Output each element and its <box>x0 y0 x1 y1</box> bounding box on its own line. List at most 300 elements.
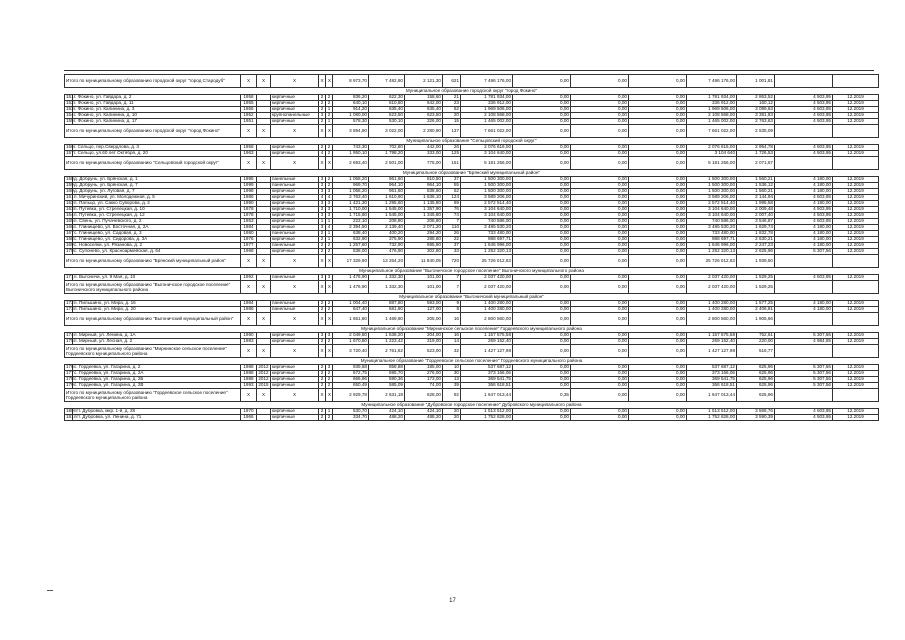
cell: 3 <box>326 207 333 213</box>
section-title: Муниципальное образование "Сельцовский городской округ" <box>65 138 879 145</box>
cell: 1 752 828,00 <box>687 415 737 421</box>
cell: 4 503,95 <box>775 113 833 119</box>
cell: 3 <box>326 189 333 195</box>
cell: 2 <box>319 237 326 243</box>
cell: 1 781 934,00 <box>461 95 513 101</box>
cell: 173,00 <box>405 377 443 383</box>
cell: 171 <box>66 274 74 280</box>
cell: 988 697,71 <box>461 237 513 243</box>
cell: кирпичные <box>271 237 319 243</box>
cell: 159 <box>66 182 74 188</box>
cell: 30 <box>443 371 461 377</box>
cell: 1990 <box>241 201 257 207</box>
cell: 55 <box>443 183 461 189</box>
cell: 5 181 256,00 <box>461 157 513 170</box>
cell: X <box>271 125 319 138</box>
cell: 0,00 <box>571 243 629 249</box>
cell: X <box>257 255 271 268</box>
cell: 775,00 <box>405 157 443 170</box>
cell: Итого по муниципальному образованию городской округ "город Стародуб" <box>65 75 241 88</box>
cell: 269 152,40 <box>687 339 737 345</box>
cell: 0,00 <box>629 365 687 371</box>
cell: 0,00 <box>513 75 571 88</box>
cell: 12.2019 <box>833 207 879 213</box>
cell: 733 480,00 <box>687 231 737 237</box>
cell: 1 427 127,98 <box>687 345 737 358</box>
cell: 740 586,00 <box>687 219 737 225</box>
cell: 110 <box>443 225 461 231</box>
cell: 1 <box>326 409 333 415</box>
cell: 12.2019 <box>833 195 879 201</box>
cell: 0,00 <box>571 365 629 371</box>
cell: 39 <box>443 383 461 389</box>
cell: 185,00 <box>405 365 443 371</box>
cell: 369 541,75 <box>687 377 737 383</box>
cell: 1 577,25 <box>737 301 775 307</box>
cell: 516,77 <box>737 345 775 358</box>
cell: 12.2019 <box>833 301 879 307</box>
cell: 0,00 <box>513 275 571 281</box>
cell: 1968 <box>241 249 257 255</box>
cell: 1 400 280,00 <box>461 307 513 313</box>
cell: X <box>257 75 271 88</box>
cell: 180 <box>66 408 74 414</box>
cell: 8 973,70 <box>333 75 369 88</box>
cell: 3 546,87 <box>737 219 775 225</box>
cell: кирпичные <box>271 145 319 151</box>
cell: 2 625,96 <box>737 249 775 255</box>
cell: 178 <box>66 376 74 382</box>
cell: 1955 <box>241 107 257 113</box>
cell: 0,00 <box>513 371 571 377</box>
cell: 1 <box>326 231 333 237</box>
cell: 0,35 <box>513 389 571 402</box>
cell: 0,00 <box>571 237 629 243</box>
cell: X <box>319 313 326 326</box>
cell: 1 345,80 <box>405 213 443 219</box>
subtotal-row <box>65 345 879 358</box>
cell: 37 <box>443 243 461 249</box>
cell: п. Мирный, ул. Ленина, д. 1А <box>73 333 241 339</box>
cell: 0,00 <box>571 113 629 119</box>
cell: 0,00 <box>571 389 629 402</box>
cell: 12.2019 <box>833 371 879 377</box>
cell: 1998 <box>241 189 257 195</box>
cell: 1980 <box>241 231 257 237</box>
cell: 2 <box>326 183 333 189</box>
cell: 4 503,95 <box>775 107 833 113</box>
cell: 0,00 <box>513 183 571 189</box>
table-body <box>65 75 879 421</box>
cell: 2 <box>326 301 333 307</box>
cell: 0,00 <box>629 75 687 88</box>
cell: 0,00 <box>571 313 629 326</box>
cell: 12.2019 <box>833 243 879 249</box>
cell: 0,00 <box>629 371 687 377</box>
cell: 1 080,00 <box>333 113 369 119</box>
table-row <box>65 415 879 421</box>
cell: 702,80 <box>369 145 405 151</box>
cell: 3 <box>319 177 326 183</box>
cell: 4 503,95 <box>775 95 833 101</box>
subtotal-row <box>65 313 879 326</box>
cell: 2 <box>326 145 333 151</box>
cell: 0,00 <box>513 107 571 113</box>
cell: 0,00 <box>513 333 571 339</box>
cell: 0,00 <box>629 213 687 219</box>
cell: 0,00 <box>629 219 687 225</box>
cell: 2 108 568,00 <box>687 113 737 119</box>
cell: 0,00 <box>571 415 629 421</box>
cell: 1 629,74 <box>737 225 775 231</box>
cell: 581,80 <box>369 307 405 313</box>
cell: 0,00 <box>571 371 629 377</box>
cell: 0,00 <box>629 339 687 345</box>
cell: с. Супонево, ул. Красноармейская, д. 64 <box>73 249 241 255</box>
cell: 69 <box>443 201 461 207</box>
cell: г. Фокино, ул. Калинина, д. 3 <box>73 107 241 113</box>
scan-mark <box>47 590 53 591</box>
cell: 336 912,00 <box>687 101 737 107</box>
cell: 0,00 <box>629 151 687 157</box>
cell: 22 <box>443 237 461 243</box>
cell: 1951 <box>241 119 257 125</box>
cell: 294,20 <box>405 231 443 237</box>
cell: 2 800 560,00 <box>461 313 513 326</box>
cell: 2 <box>319 101 326 107</box>
cell: 152 <box>66 100 74 106</box>
cell: 1 252 320,13 <box>461 249 513 255</box>
cell: 1 950,10 <box>333 151 369 157</box>
cell: X <box>319 345 326 358</box>
cell: 752,61 <box>737 333 775 339</box>
cell: 3 <box>319 183 326 189</box>
cell: 1993 <box>241 383 257 389</box>
cell: 2 <box>319 415 326 421</box>
cell: 625,96 <box>737 389 775 402</box>
cell: 2 <box>326 151 333 157</box>
cell: 1 400 280,00 <box>687 307 737 313</box>
cell: 92 <box>443 389 461 402</box>
cell: с. Новоселки, ул. Рязанова, д. 2 <box>73 243 241 249</box>
cell: 743,30 <box>333 145 369 151</box>
cell: 5 307,56 <box>775 365 833 371</box>
cell: 0,00 <box>629 207 687 213</box>
cell: 12.2019 <box>833 219 879 225</box>
cell: 12.2019 <box>833 333 879 339</box>
cell: 0,00 <box>513 95 571 101</box>
cell: 173 <box>66 306 74 312</box>
cell: 5 307,56 <box>775 249 833 255</box>
cell: 622,30 <box>369 95 405 101</box>
cell <box>775 255 833 268</box>
cell: 914,20 <box>333 107 369 113</box>
cell: 1 157 575,58 <box>687 333 737 339</box>
cell: с. Гордеевка, ул. Гагарина, д. 2А <box>73 371 241 377</box>
cell: 733 480,00 <box>461 231 513 237</box>
cell: 1 295,60 <box>369 201 405 207</box>
cell: 25 726 012,63 <box>461 255 513 268</box>
cell: кирпичные <box>271 333 319 339</box>
cell: 12.2019 <box>833 119 879 125</box>
cell: 2 108 568,00 <box>461 113 513 119</box>
cell: 1 647 013,44 <box>461 389 513 402</box>
cell: 1 995,58 <box>737 201 775 207</box>
cell <box>833 313 879 326</box>
cell: 333,00 <box>405 151 443 157</box>
subtotal-row <box>65 281 879 294</box>
cell: 21 <box>443 95 461 101</box>
cell: 1984 <box>241 225 257 231</box>
cell: 0,00 <box>513 201 571 207</box>
cell: кирпичные <box>271 383 319 389</box>
cell: 0,00 <box>629 255 687 268</box>
cell: 220,00 <box>737 339 775 345</box>
cell: 1990 <box>241 333 257 339</box>
cell: 0,00 <box>629 145 687 151</box>
cell: 161 <box>66 194 74 200</box>
cell: X <box>241 75 257 88</box>
cell: 1 500 300,00 <box>461 177 513 183</box>
cell: 3 <box>326 333 333 339</box>
cell: 638,40 <box>333 231 369 237</box>
cell: 162 <box>66 200 74 206</box>
cell: 12.2019 <box>833 377 879 383</box>
cell: п. Выгоничи, ул. 9 Мая, д. 10 <box>73 275 241 281</box>
cell <box>833 281 879 294</box>
cell: 2012 <box>258 370 269 376</box>
cell: 1 427 127,98 <box>461 345 513 358</box>
cell: 2 009,48 <box>737 207 775 213</box>
cell: 12.2019 <box>833 383 879 389</box>
cell: 276,00 <box>405 371 443 377</box>
cell: 158,60 <box>405 95 443 101</box>
cell: 3 381,83 <box>737 113 775 119</box>
cell: X <box>257 125 271 138</box>
cell: 172 <box>66 300 74 306</box>
cell: 0,00 <box>571 119 629 125</box>
cell: 2 <box>319 243 326 249</box>
cell: 1 400 280,00 <box>687 301 737 307</box>
subtotal-row <box>65 389 879 402</box>
cell: 2 800 560,00 <box>687 313 737 326</box>
cell: 0,00 <box>513 195 571 201</box>
cell: 1 905,66 <box>737 313 775 326</box>
cell: X <box>319 389 326 402</box>
section-header-row <box>65 326 879 333</box>
cell: 7 661 022,00 <box>687 125 737 138</box>
cell: п. Пальцо, ул. Сакко Суворова, д. 2 <box>73 201 241 207</box>
cell: 2 406,81 <box>737 307 775 313</box>
cell: 5 307,56 <box>775 333 833 339</box>
cell: 0,00 <box>513 151 571 157</box>
cell: 2 <box>326 101 333 107</box>
cell: 2 076 616,00 <box>461 145 513 151</box>
cell: 1 332,30 <box>369 275 405 281</box>
cell: 0,00 <box>513 281 571 294</box>
cell: 52 <box>443 107 461 113</box>
cell: 164 <box>66 212 74 218</box>
cell: 964,10 <box>369 183 405 189</box>
cell: 1 135,80 <box>405 201 443 207</box>
cell: 0,00 <box>629 231 687 237</box>
cell: 1 939,50 <box>737 255 775 268</box>
cell: 488,20 <box>405 415 443 421</box>
cell: 1 636,10 <box>405 195 443 201</box>
cell: 2 <box>319 383 326 389</box>
cell: 628,00 <box>405 389 443 402</box>
cell: 1 223,42 <box>369 339 405 345</box>
cell: Итого по муниципальному образованию "Мирнинское сельское поселение" Гордеевского муниципального района <box>65 345 241 358</box>
cell: 2 535,09 <box>737 125 775 138</box>
cell: 1 715,80 <box>333 213 369 219</box>
cell: 1 513 512,00 <box>461 409 513 415</box>
cell: 1 538,20 <box>369 333 405 339</box>
cell: 8 <box>443 307 461 313</box>
cell: 12.2019 <box>833 213 879 219</box>
cell: 3 <box>319 201 326 207</box>
cell: Итого по муниципальному образованию "Выгоничское городское поселение" Выгоничского муниципального района <box>65 281 241 294</box>
cell: кирпичные <box>271 207 319 213</box>
cell: 0,00 <box>629 249 687 255</box>
cell: 0,00 <box>571 213 629 219</box>
cell: 20 <box>443 113 461 119</box>
housing-program-table <box>64 74 879 421</box>
cell: 12.2019 <box>833 183 879 189</box>
cell: г. Сельцо, пер.Свердлова, д. 3 <box>73 145 241 151</box>
cell: г. Фокино, ул. Гайдара, д. 2 <box>73 95 241 101</box>
cell: 632,90 <box>333 237 369 243</box>
cell: 1983 <box>241 339 257 345</box>
cell: 12.2019 <box>833 101 879 107</box>
cell: панельные <box>271 301 319 307</box>
cell: X <box>326 125 333 138</box>
cell: 0,00 <box>629 157 687 170</box>
cell: 208,80 <box>405 219 443 225</box>
cell: 1 476,90 <box>333 281 369 294</box>
cell: 578,30 <box>333 119 369 125</box>
cell: 1952 <box>241 113 257 119</box>
cell: 1 004,40 <box>333 301 369 307</box>
cell: кирпичные <box>271 219 319 225</box>
subtotal-row <box>65 125 879 138</box>
cell: 3 <box>326 201 333 207</box>
cell: 14 <box>443 339 461 345</box>
cell: 1 400 280,00 <box>461 301 513 307</box>
cell: 0,00 <box>513 113 571 119</box>
cell: 0,00 <box>629 95 687 101</box>
section-title: Муниципальное образование "Выгоничское городское поселение" Выгоничского муниципального района <box>65 268 879 275</box>
cell: 623,50 <box>369 113 405 119</box>
cell: 1 969 506,00 <box>687 107 737 113</box>
cell: 167 <box>66 230 74 236</box>
cell: 610,80 <box>369 101 405 107</box>
cell <box>833 125 879 138</box>
cell: 3 <box>319 225 326 231</box>
cell: 1955 <box>241 101 257 107</box>
cell: 12.2019 <box>833 249 879 255</box>
cell: 0,00 <box>571 151 629 157</box>
cell: 2 763,40 <box>333 195 369 201</box>
cell: 1977 <box>241 243 257 249</box>
cell: 1966 <box>241 415 257 421</box>
cell: 157 <box>66 150 74 156</box>
cell: 964,10 <box>405 183 443 189</box>
cell: 1 257,60 <box>333 243 369 249</box>
cell: 12.2019 <box>833 189 879 195</box>
cell: 0,00 <box>571 101 629 107</box>
cell: кирпичные <box>271 365 319 371</box>
cell: 156 <box>66 144 74 150</box>
cell: 1963 <box>241 151 257 157</box>
cell: 1958 <box>241 145 257 151</box>
cell: 2012 <box>258 364 269 370</box>
cell: 4 180,00 <box>775 243 833 249</box>
cell: 12.2019 <box>833 201 879 207</box>
cell: 169 <box>66 242 74 248</box>
cell: X <box>241 125 257 138</box>
cell: 0,00 <box>513 243 571 249</box>
cell: 1 476,90 <box>333 275 369 281</box>
cell: 538,00 <box>333 249 369 255</box>
cell: X <box>257 157 271 170</box>
cell: 2 037 420,00 <box>687 275 737 281</box>
cell: 0,00 <box>513 365 571 371</box>
cell: 1 670,80 <box>333 339 369 345</box>
cell: 0,00 <box>629 183 687 189</box>
cell: 74,00 <box>405 383 443 389</box>
cell: 25 726 012,63 <box>687 255 737 268</box>
cell: 0,00 <box>629 243 687 249</box>
cell: 0,00 <box>513 345 571 358</box>
cell: X <box>241 313 257 326</box>
cell: 151 <box>66 94 74 100</box>
cell: 0,00 <box>513 119 571 125</box>
cell: 1988 <box>241 371 257 377</box>
cell: 0,00 <box>571 107 629 113</box>
cell: 1 421,30 <box>333 201 369 207</box>
cell: 0,00 <box>571 281 629 294</box>
cell: 1 710,00 <box>333 207 369 213</box>
cell: 0,00 <box>629 195 687 201</box>
cell: 160,12 <box>737 101 775 107</box>
cell: 537 687,12 <box>461 365 513 371</box>
cell: крупнопанельные <box>271 113 319 119</box>
cell: кирпичные <box>271 195 319 201</box>
cell: 2 929,78 <box>333 389 369 402</box>
cell: 101,00 <box>405 281 443 294</box>
cell: 1 610,60 <box>369 195 405 201</box>
cell: 369 541,75 <box>461 377 513 383</box>
cell: 2015 <box>258 382 269 388</box>
cell: 0,00 <box>629 389 687 402</box>
page-number: 17 <box>449 598 456 604</box>
cell: кирпичные <box>271 339 319 345</box>
cell: 1986 <box>241 307 257 313</box>
cell: 4 180,00 <box>775 201 833 207</box>
cell: 12.2019 <box>833 95 879 101</box>
cell: 647,40 <box>333 307 369 313</box>
cell: 0,00 <box>629 237 687 243</box>
cell: 0,00 <box>629 119 687 125</box>
cell: 10 <box>443 365 461 371</box>
cell: X <box>271 345 319 358</box>
cell: 7 482,60 <box>369 75 405 88</box>
cell: 1 500 300,00 <box>687 177 737 183</box>
cell: 1 752 828,00 <box>461 415 513 421</box>
cell: 0,00 <box>571 345 629 358</box>
cell: 288,80 <box>405 237 443 243</box>
